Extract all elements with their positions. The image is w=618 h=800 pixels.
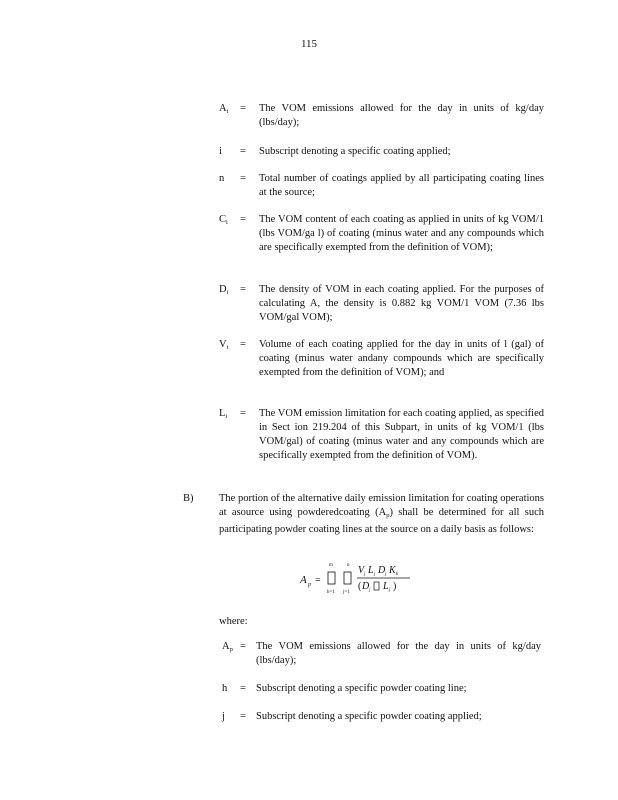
svg-text:j=1: j=1 <box>343 590 350 595</box>
svg-text:j: j <box>385 572 387 577</box>
definition-text: The density of VOM in each coating applied. For the purposes of calculating A, the density is 0.882 kg VOM/1 VOM (7.36 lbs VOM/gal VOM); <box>259 284 544 323</box>
svg-text:p: p <box>308 582 311 588</box>
svg-text:L: L <box>383 581 389 592</box>
symbol: j <box>222 711 225 722</box>
svg-text:j: j <box>389 588 391 593</box>
symbol: $V_i$ <box>219 339 229 351</box>
svg-text:L: L <box>368 565 374 576</box>
definition-text: The VOM emission limitation for each coating applied, as specified in Sect ion 219.204 of this Subpart, in units of kg VOM/1 (lbs VOM/gal) of coating (minus water and any compounds which are specifically exempted from the definition of VOM). <box>259 408 544 461</box>
symbol: $A_i$ <box>219 103 229 115</box>
svg-text:V: V <box>358 565 365 576</box>
svg-text:=: = <box>315 575 321 586</box>
svg-text:k: k <box>396 572 399 577</box>
definition-text: The VOM content of each coating as applied in units of kg VOM/1 (lbs VOM/ga l) of coating (minus water and any compounds which are specifically exempted from the definition of VOM); <box>259 214 544 253</box>
svg-text:h=1: h=1 <box>327 590 335 595</box>
definition-text: Total number of coatings applied by all participating coating lines at the source; <box>259 173 544 198</box>
definition-text: The VOM emissions allowed for the day in units of kg/day (lbs/day); <box>256 641 541 666</box>
definition-text: Volume of each coating applied for the day in units of l (gal) of coating (minus water andany compounds which are specifically exempted from the definition of VOM); and <box>259 339 544 378</box>
symbol: i <box>219 146 222 157</box>
svg-text:D: D <box>378 565 386 576</box>
definition-text: Subscript denoting a specific powder coating line; <box>256 683 467 694</box>
svg-text:(: ( <box>358 581 362 592</box>
symbol: h <box>222 683 228 694</box>
symbol: n <box>219 173 225 184</box>
page-number: 115 <box>300 38 318 50</box>
svg-text:K: K <box>389 565 396 576</box>
definition-text: The VOM emissions allowed for the day in units of kg/day (lbs/day); <box>259 103 544 128</box>
symbol: $C_i$ <box>219 214 228 226</box>
where-label: where: <box>219 616 248 627</box>
symbol: $D_i$ <box>219 284 229 296</box>
definition-text: Subscript denoting a specific coating applied; <box>259 146 451 157</box>
svg-text:j: j <box>374 572 376 577</box>
svg-text:): ) <box>393 581 397 592</box>
svg-text:n: n <box>347 563 350 568</box>
section-b-text: The portion of the alternative daily emission limitation for coating operations at asource using powderedcoating $(A_p)$ shall be determined for all such participating powder coating lines at the source on a daily basis as follows: <box>219 493 544 535</box>
svg-text:j: j <box>369 588 371 593</box>
svg-text:A: A <box>300 574 307 586</box>
symbol: $L_i$ <box>219 408 228 420</box>
svg-text:D: D <box>362 581 370 592</box>
svg-text:m: m <box>329 563 333 568</box>
definition-text: Subscript denoting a specific powder coating applied; <box>256 711 482 722</box>
formula-ap <box>300 560 420 600</box>
svg-text:j: j <box>364 572 366 577</box>
section-b-label: B) <box>183 493 194 504</box>
symbol: $A_p$ <box>222 641 233 653</box>
